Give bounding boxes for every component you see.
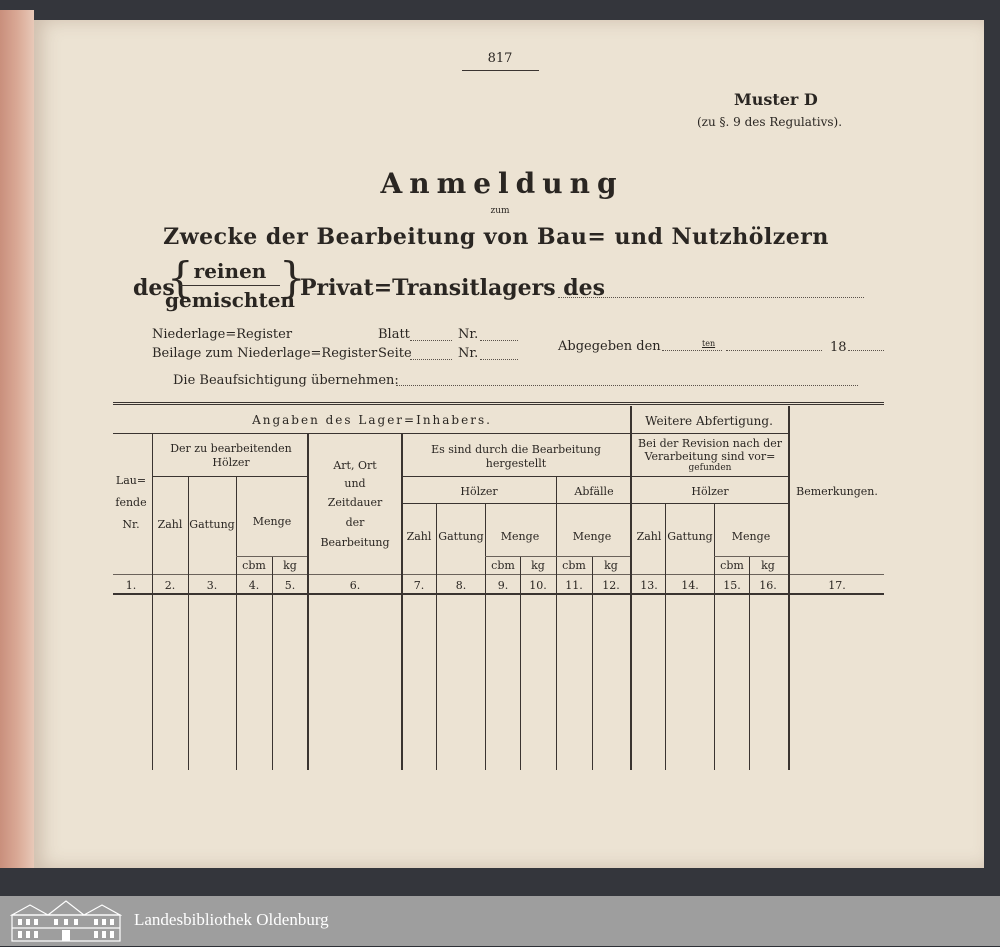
beaufsichtigung-line — [396, 385, 858, 386]
header-revision-hoelzer: Hölzer — [691, 485, 729, 498]
blatt-line — [410, 340, 452, 341]
book-spine — [0, 10, 34, 868]
header-art-1: Art, Ort — [333, 459, 377, 472]
header-abfaelle: Abfälle — [574, 485, 614, 498]
header-kg-b: kg — [531, 559, 545, 572]
menge-rule-b — [485, 556, 630, 557]
seite-nr-line — [480, 359, 518, 360]
option-divider — [180, 285, 280, 286]
header-menge-b: Menge — [500, 530, 540, 543]
header-angaben: Angaben des Lager=Inhabers. — [252, 413, 492, 427]
title-des: des — [133, 275, 175, 301]
header-cbm-c: cbm — [562, 559, 586, 572]
form-title: Anmeldung — [380, 167, 624, 200]
header-hoelzer-group-2: Hölzer — [212, 456, 250, 469]
column-number: 16. — [759, 579, 777, 592]
header-zahl-b: Zahl — [406, 530, 432, 543]
column-number: 8. — [455, 579, 467, 592]
col-rule-11 — [592, 556, 593, 770]
col-rule-9 — [520, 556, 521, 770]
header-weitere: Weitere Abfertigung. — [645, 414, 773, 428]
header-art-4: der — [345, 516, 365, 529]
abgegeben-label: Abgegeben den — [558, 339, 661, 354]
beilage-register-label: Beilage zum Niederlage=Register — [152, 346, 378, 361]
col-rule-7 — [436, 503, 437, 770]
page-number: 817 — [487, 51, 513, 66]
column-number: 14. — [681, 579, 699, 592]
title-line-3: Privat=Transitlagers des — [300, 275, 606, 301]
header-menge-d: Menge — [731, 530, 771, 543]
col-rule-5 — [307, 434, 309, 770]
col-rule-15 — [749, 556, 750, 770]
col-rule-10 — [556, 477, 557, 770]
blatt-label: Blatt — [378, 327, 410, 342]
col-rule-3 — [236, 477, 237, 770]
ten-suffix: ten — [702, 339, 716, 348]
header-kg-d: kg — [761, 559, 775, 572]
month-line — [726, 350, 822, 351]
blatt-nr-label: Nr. — [458, 327, 479, 342]
column-number: 7. — [413, 579, 425, 592]
blatt-nr-line — [480, 340, 518, 341]
owner-name-line — [558, 297, 864, 298]
header-rule-bottom — [113, 593, 884, 595]
muster-label: Muster D — [734, 90, 818, 109]
header-rule-hoelzer — [153, 476, 308, 477]
header-hergestellt-2: hergestellt — [485, 457, 547, 470]
niederlage-register-label: Niederlage=Register — [152, 327, 293, 342]
year-line — [848, 350, 884, 351]
header-art-3: Zeitdauer — [327, 496, 383, 509]
option-reinen: reinen — [193, 259, 267, 283]
header-zahl-d: Zahl — [636, 530, 662, 543]
muster-reference: (zu §. 9 des Regulativs). — [697, 115, 843, 129]
column-number: 17. — [828, 579, 846, 592]
header-laufende-1: Lau= — [115, 474, 147, 487]
library-name: Landesbibliothek Oldenburg — [134, 910, 329, 929]
header-menge-a: Menge — [252, 515, 292, 528]
beaufsichtigung-label: Die Beaufsichtigung übernehmen: — [173, 373, 399, 388]
menge-rule-c — [714, 556, 788, 557]
header-gattung-a: Gattung — [189, 518, 235, 531]
column-number: 9. — [497, 579, 509, 592]
header-laufende-3: Nr. — [122, 518, 140, 531]
column-number: 3. — [206, 579, 218, 592]
col-rule-13 — [665, 503, 666, 770]
option-gemischten: gemischten — [165, 288, 295, 312]
header-hoelzer-group-1: Der zu bearbeitenden — [170, 442, 292, 455]
header-revision-3: gefunden — [688, 463, 732, 473]
left-brace: { — [167, 253, 194, 302]
header-rule-1b — [631, 433, 789, 434]
menge-rule-a — [236, 556, 307, 557]
header-cbm-a: cbm — [242, 559, 266, 572]
header-laufende-2: fende — [115, 496, 147, 509]
year-prefix: 18 — [830, 340, 847, 355]
header-kg-a: kg — [283, 559, 297, 572]
header-rule-numbers — [113, 574, 884, 575]
column-number: 11. — [565, 579, 583, 592]
header-cbm-b: cbm — [491, 559, 515, 572]
column-number: 10. — [529, 579, 547, 592]
column-number: 15. — [723, 579, 741, 592]
library-logo-icon — [10, 899, 122, 943]
day-line — [662, 350, 722, 351]
column-number: 12. — [602, 579, 620, 592]
col-rule-8 — [485, 503, 486, 770]
col-rule-4 — [272, 556, 273, 770]
col-rule-14 — [714, 503, 715, 770]
table-top-rule — [113, 402, 884, 405]
header-revision-2: Verarbeitung sind vor= — [644, 450, 776, 463]
title-zum: zum — [490, 206, 510, 216]
header-rule-hergestellt — [402, 476, 630, 477]
header-bemerkungen: Bemerkungen. — [796, 485, 878, 498]
column-number: 13. — [640, 579, 658, 592]
right-brace: } — [279, 253, 306, 302]
header-rule-1 — [113, 433, 631, 434]
header-art-2: und — [344, 477, 366, 490]
seite-nr-label: Nr. — [458, 346, 479, 361]
header-hergestellt-1: Es sind durch die Bearbeitung — [431, 443, 601, 456]
header-rule-revision-hoelzer — [632, 503, 788, 504]
header-gattung-d: Gattung — [667, 530, 713, 543]
header-cbm-d: cbm — [720, 559, 744, 572]
header-hergestellt-hoelzer: Hölzer — [460, 485, 498, 498]
col-rule-6 — [401, 434, 403, 770]
header-menge-c: Menge — [572, 530, 612, 543]
column-number: 1. — [125, 579, 137, 592]
seite-line — [410, 359, 452, 360]
column-number: 4. — [248, 579, 260, 592]
column-number: 6. — [349, 579, 361, 592]
header-art-5: Bearbeitung — [320, 536, 390, 549]
header-rule-revision — [632, 476, 788, 477]
col-rule-1 — [152, 434, 153, 770]
col-rule-16 — [788, 406, 790, 770]
col-rule-12 — [630, 406, 632, 770]
header-revision-1: Bei der Revision nach der — [638, 437, 782, 450]
seite-label: Seite — [378, 346, 412, 361]
page-number-rule — [462, 70, 539, 71]
title-line-2: Zwecke der Bearbeitung von Bau= und Nutzhölzern — [163, 224, 829, 250]
column-number: 5. — [284, 579, 296, 592]
header-kg-c: kg — [604, 559, 618, 572]
header-zahl-a: Zahl — [157, 518, 183, 531]
header-gattung-b: Gattung — [438, 530, 484, 543]
column-number: 2. — [164, 579, 176, 592]
